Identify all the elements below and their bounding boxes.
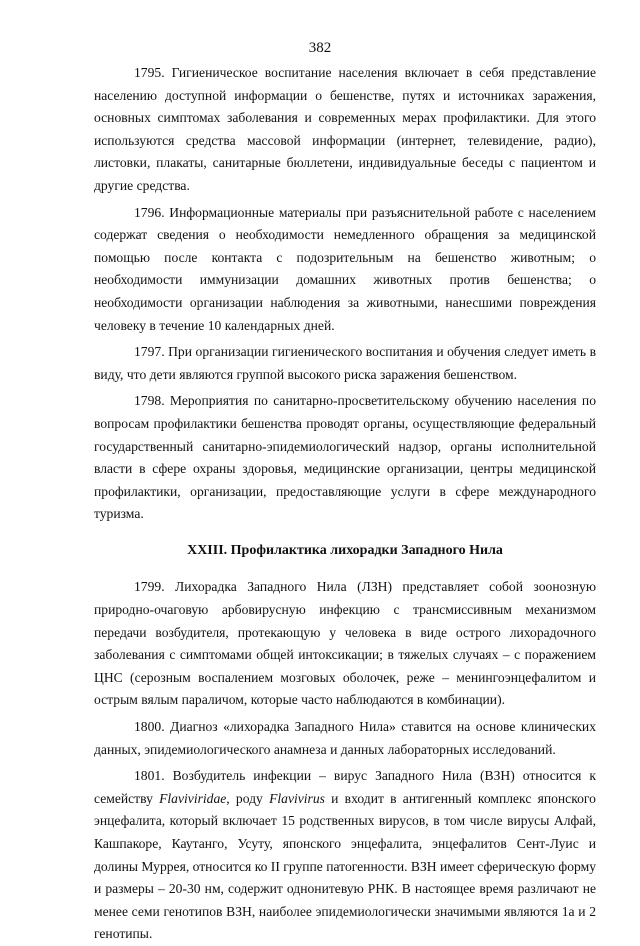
paragraph-1801 — [94, 765, 596, 946]
paragraph-1796: 1796. Информационные материалы при разъяснительной работе с населением содержат сведения о необходимости немедленного обращения за медицинской помощью после контакта с подозрительным на бешенство животным; о необходимости иммунизации домашних животных против бешенства; о необходимости организации наблюдения за животными, нанесшими повреждения человеку в течение 10 календарных дней. — [94, 204, 596, 333]
paragraph-1795: 1795. Гигиеническое воспитание населения включает в себя представление населению доступной информации о бешенстве, путях и источниках заражения, основных симптомах заболевания и современных мерах профилактики. Для этого используются средства массовой информации (интернет, телевидение, радио), листовки, плакаты, санитарные бюллетени, индивидуальные беседы с пациентом и другие средства. — [94, 65, 596, 193]
paragraph-1801-part3: и входит в антигенный комплекс японского энцефалита, который включает 15 родственных вирусов, в том числе вирусы Алфай, Кашпакоре, Каутанго, Усуту, японского энцефалита, энцефалитов Сент-Луис и долины Муррея, относится ко II группе патогенности. ВЗН имеет сферическую форму и размеры – 20-30 нм, содержит однонитевую РНК. В настоящее время различают не менее семи генотипов ВЗН, наиболее эпидемиологически значимыми являются 1а и 2 генотипы. — [94, 790, 596, 942]
paragraph-1799: 1799. Лихорадка Западного Нила (ЛЗН) представляет собой зоонозную природно-очаговую арбовирусную инфекцию с трансмиссивным механизмом передачи возбудителя, протекающую у человека в виде острого лихорадочного заболевания с симптомами общей интоксикации; в тяжелых случаях – с поражением ЦНС (серозным воспалением мозговых оболочек, реже – менингоэнцефалитом и острым вялым параличом, которые часто наблюдаются в комбинации). — [94, 579, 596, 708]
section-heading: XXIII. Профилактика лихорадки Западного Нила — [187, 542, 503, 558]
paragraph-1800: 1800. Диагноз «лихорадка Западного Нила» ставится на основе клинических данных, эпидемиологического анамнеза и данных лабораторных исследований. — [94, 719, 596, 757]
paragraph-1801-part2: , роду — [226, 790, 270, 806]
paragraph-1798: 1798. Мероприятия по санитарно-просветительскому обучению населения по вопросам профилактики бешенства проводят органы, осуществляющие федеральный государственный санитарно-эпидемиологический надзор, органы исполнительной власти в сфере охраны здоровья, медицинские организации, центры медицинской профилактики, организации, предоставляющие услуги в сфере международного туризма. — [94, 393, 596, 522]
document-body — [94, 62, 596, 946]
family-name-italic: Flaviviridae — [159, 790, 227, 806]
paragraph-1801-part1: 1801. Возбудитель инфекции – вирус Западного Нила (ВЗН) относится к семейству — [94, 768, 596, 806]
page-number: 382 — [308, 40, 332, 56]
genus-name-italic: Flavivirus — [269, 790, 325, 806]
paragraph-1797: 1797. При организации гигиенического воспитания и обучения следует иметь в виду, что дети являются группой высокого риска заражения бешенством. — [94, 344, 596, 382]
